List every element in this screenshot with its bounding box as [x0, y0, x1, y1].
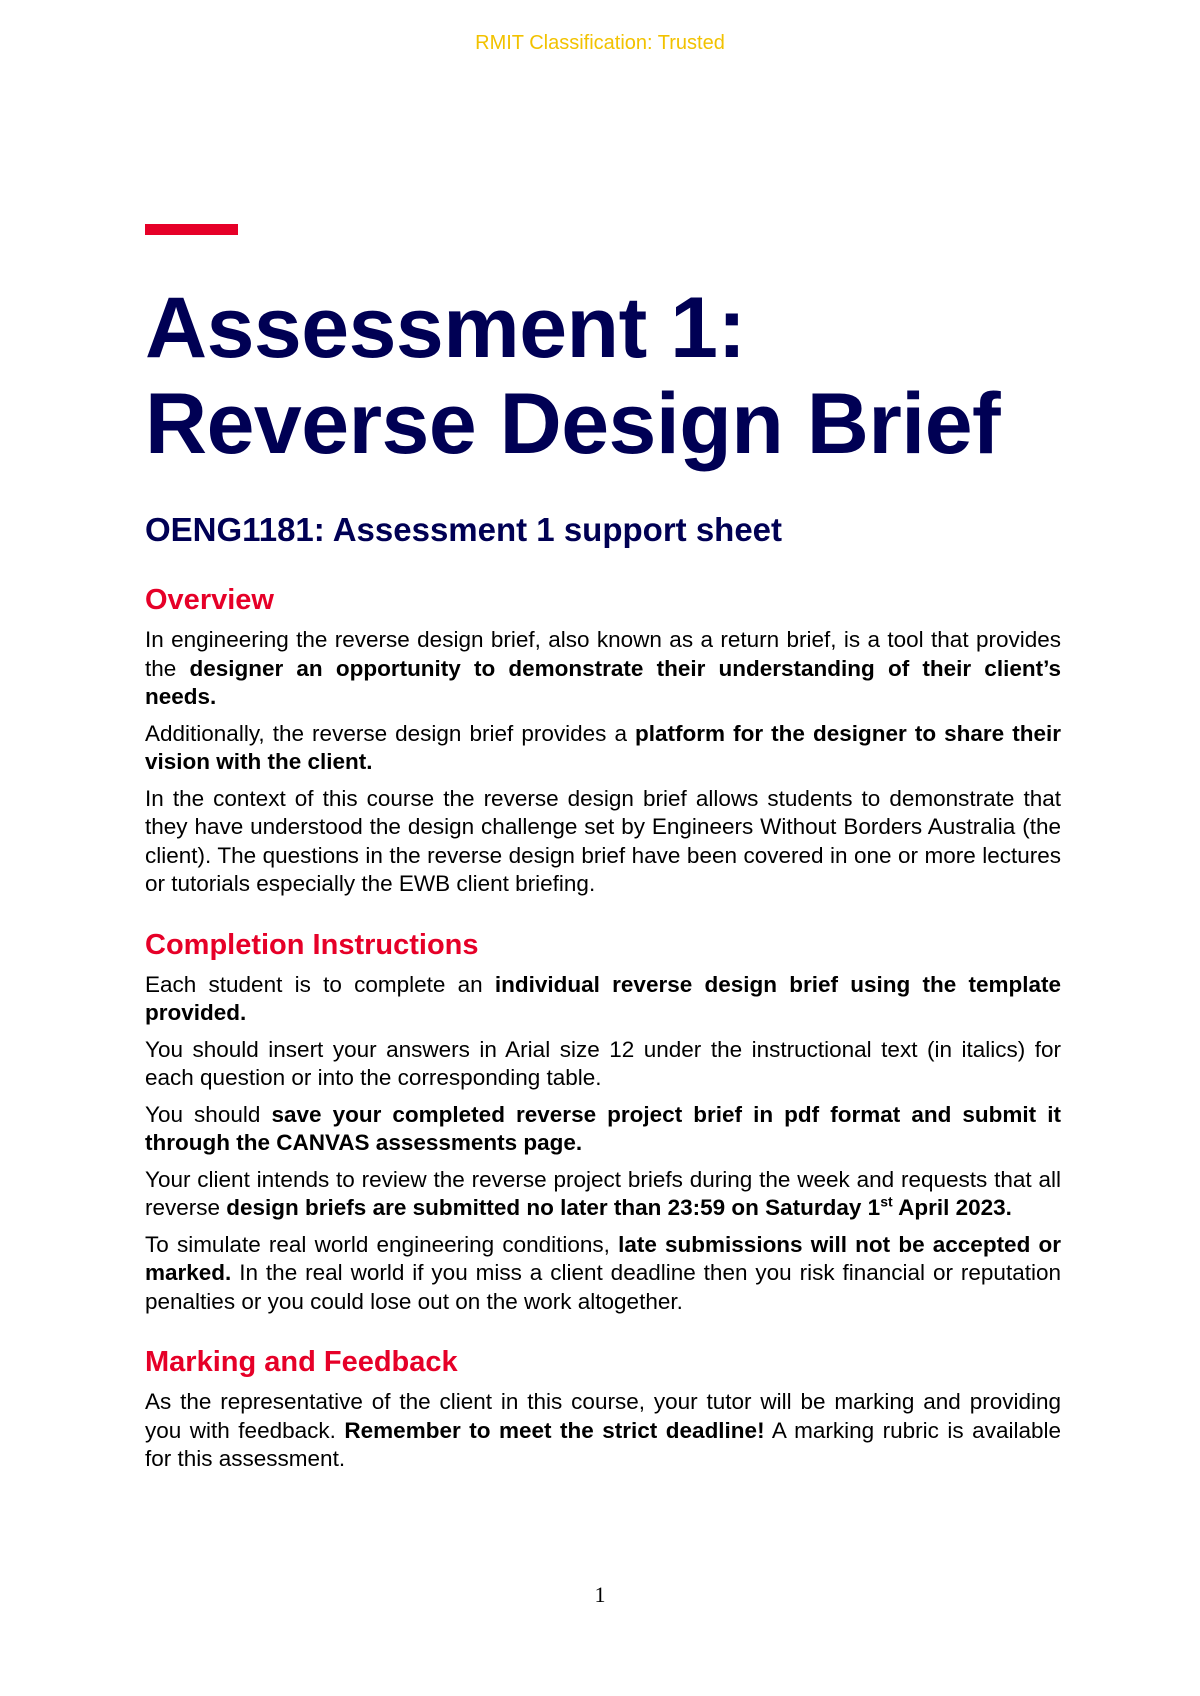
classification-label: RMIT Classification: Trusted	[475, 32, 725, 54]
page-subtitle: OENG1181: Assessment 1 support sheet	[145, 511, 783, 548]
page-number: 1	[594, 1582, 606, 1607]
completion-paragraph-4: Your client intends to review the reverse project briefs during the week and requests that all reverse design briefs are submitted no later than 23:59 on Saturday 1st April 2023.	[145, 1166, 1061, 1220]
completion-paragraph-5: To simulate real world engineering conditions, late submissions will not be accepted or marked. In the real world if you miss a client deadline then you risk financial or reputation penalties or you could lose out on the work altogether.	[145, 1231, 1061, 1314]
overview-paragraph-2: Additionally, the reverse design brief provides a platform for the designer to share their vision with the client.	[145, 720, 1061, 774]
completion-heading: Completion Instructions	[145, 928, 479, 961]
overview-heading: Overview	[145, 584, 274, 616]
marking-paragraph-1: As the representative of the client in this course, your tutor will be marking and providing you with feedback. Remember to meet the strict deadline! A marking rubric is available for this assessment.	[145, 1389, 1061, 1471]
marking-heading: Marking and Feedback	[145, 1346, 458, 1378]
page-title	[145, 280, 1061, 472]
title-line-1: Assessment 1:	[145, 280, 746, 376]
document-body	[145, 280, 1061, 1474]
overview-paragraph-1: In engineering the reverse design brief, also known as a return brief, is a tool that provides the designer an opportunity to demonstrate their understanding of their client’s needs.	[145, 627, 1061, 709]
accent-bar	[145, 224, 238, 235]
title-line-2: Reverse Design Brief	[145, 376, 1001, 472]
completion-paragraph-3: You should save your completed reverse project brief in pdf format and submit it through the CANVAS assessments page.	[145, 1101, 1061, 1155]
completion-paragraph-1: Each student is to complete an individual reverse design brief using the template provided.	[145, 971, 1062, 1025]
overview-paragraph-3: In the context of this course the reverse design brief allows students to demonstrate that they have understood the design challenge set by Engineers Without Borders Australia (the client). The questions in the reverse design brief have been covered in one or more lectures or tutorials especially the EWB client briefing.	[145, 785, 1061, 896]
completion-paragraph-2: You should insert your answers in Arial size 12 under the instructional text (in italics) for each question or into the corresponding table.	[145, 1036, 1061, 1090]
